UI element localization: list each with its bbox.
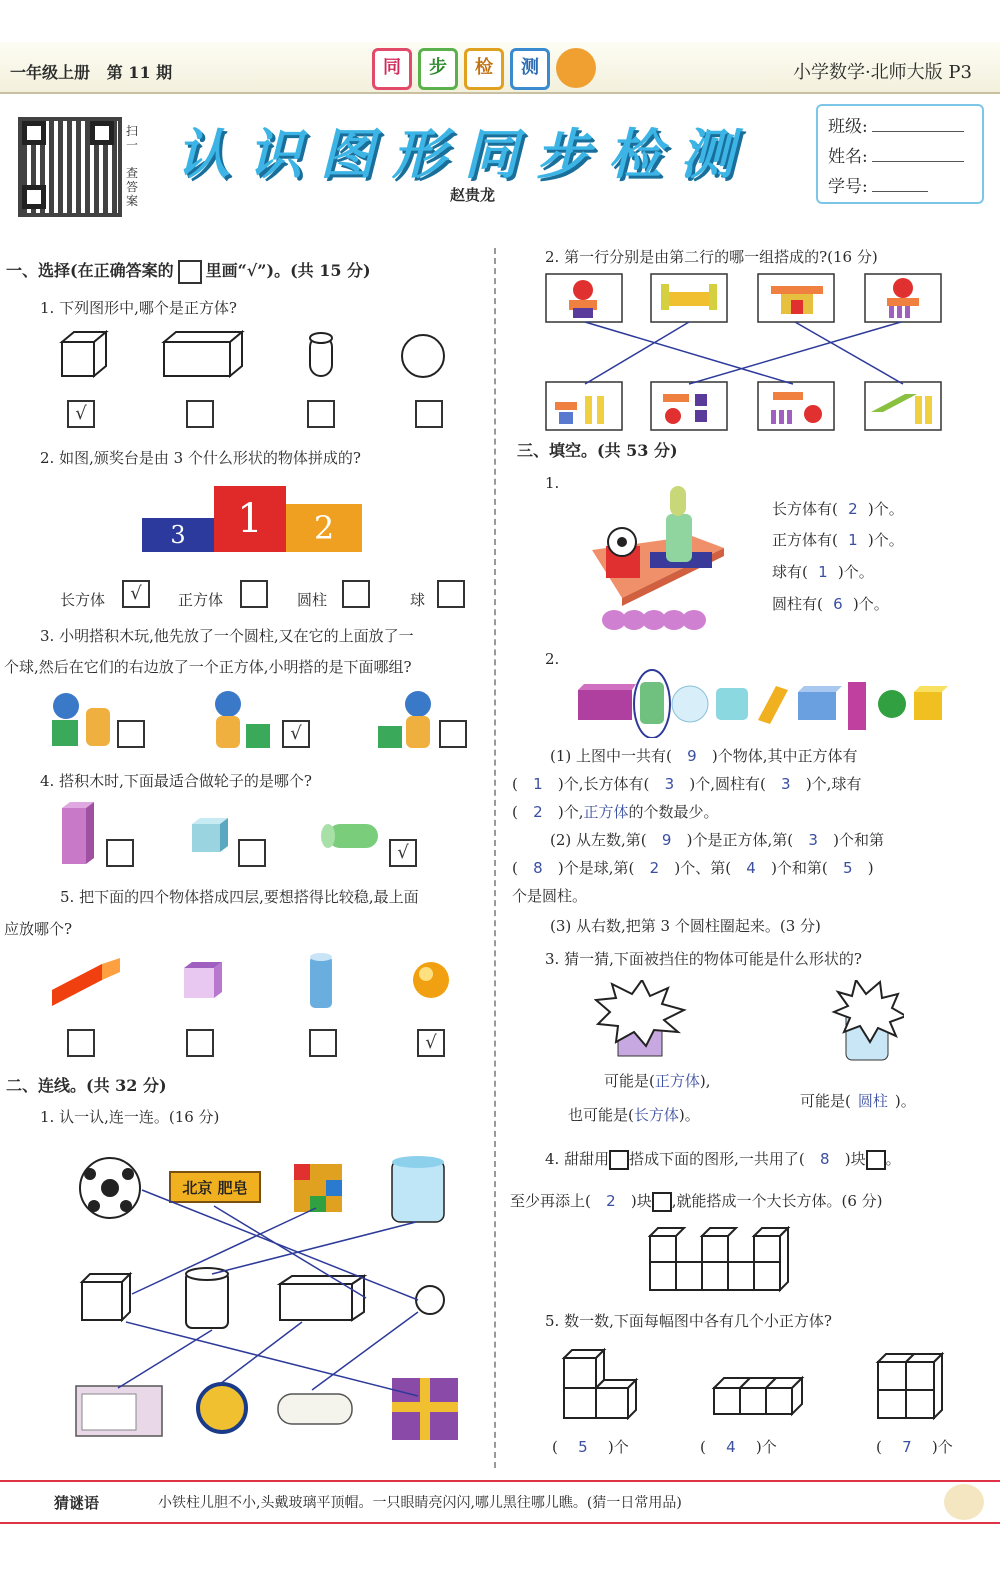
answer-value[interactable]: 1 — [818, 563, 828, 581]
answer-value[interactable]: 7 — [902, 1438, 912, 1456]
answer-box[interactable] — [106, 839, 134, 867]
answer-box[interactable] — [309, 1029, 337, 1057]
s3-q4-figure — [648, 1226, 794, 1294]
answer-box[interactable] — [67, 1029, 95, 1057]
answer-value[interactable]: 2 — [848, 500, 858, 518]
qr-finder — [22, 121, 46, 145]
answer-value[interactable]: 2 — [533, 803, 543, 821]
answer-box[interactable]: √ — [122, 580, 150, 608]
fill-line: 圆柱有( 6 )个。 — [772, 595, 889, 613]
riddle-label: 猜谜语 — [54, 1494, 100, 1512]
subject-label: 小学数学·北师大版 — [792, 62, 943, 83]
answer-box[interactable]: √ — [67, 400, 95, 428]
s3-q5-figures — [560, 1344, 956, 1420]
answer-value[interactable]: 3 — [664, 775, 675, 793]
s3-q2-objects — [576, 668, 952, 738]
answer-box[interactable]: √ — [389, 839, 417, 867]
s1-q1-shapes — [50, 330, 470, 382]
cube-icon — [652, 1192, 672, 1212]
subject-page — [793, 58, 972, 84]
opt-label: 正方体 — [178, 591, 224, 609]
s3-q2-num: 2. — [545, 650, 560, 668]
answer-box[interactable] — [307, 400, 335, 428]
grade-label: 一年级上册 — [10, 63, 91, 82]
badge-4: 测 — [510, 48, 550, 90]
id-field[interactable]: 学号: — [828, 172, 972, 202]
fill-line: ( 2 )个,正方体的个数最少。 — [512, 803, 719, 821]
answer-value[interactable]: 3 — [808, 831, 818, 849]
page-title: 认识图形同步检测 — [176, 123, 752, 186]
fill-line: ( 5 )个 — [552, 1438, 629, 1456]
answer-value[interactable]: 1 — [533, 775, 543, 793]
answer-value[interactable]: 8 — [533, 859, 543, 877]
fill-line: 正方体有( 1 )个。 — [772, 531, 904, 549]
section2-heading: 二、连线。(共 32 分) — [6, 1076, 167, 1095]
answer-box[interactable] — [240, 580, 268, 608]
answer-value[interactable]: 9 — [661, 831, 672, 849]
opt-label: 长方体 — [60, 591, 106, 609]
issue-label: 第 11 期 — [106, 63, 173, 82]
answer-value[interactable]: 2 — [649, 859, 660, 877]
s3-q3-figures — [594, 980, 904, 1062]
s1-q5-line2: 应放哪个? — [4, 920, 73, 938]
podium-2: 2 — [286, 504, 362, 552]
fill-line: 可能是(正方体), — [604, 1072, 711, 1090]
mascot-icon — [944, 1484, 984, 1520]
answer-box[interactable] — [439, 720, 467, 748]
grade-issue — [10, 60, 172, 83]
combination-matching — [545, 272, 947, 432]
fill-line: (3) 从右数,把第 3 个圆柱圈起来。(3 分) — [550, 917, 821, 935]
answer-value[interactable]: 2 — [606, 1192, 616, 1210]
cube-icon — [609, 1150, 629, 1170]
answer-value[interactable]: 6 — [833, 595, 843, 613]
fill-line: 可能是( 圆柱 )。 — [800, 1092, 916, 1110]
student-info-box — [816, 104, 984, 204]
s1-q4: 4. 搭积木时,下面最适合做轮子的是哪个? — [40, 772, 312, 790]
answer-box[interactable] — [415, 400, 443, 428]
opt-label: 球 — [410, 591, 426, 609]
name-field[interactable]: 姓名: — [828, 142, 972, 172]
badge-3: 检 — [464, 48, 504, 90]
answer-box[interactable]: √ — [282, 720, 310, 748]
answer-box[interactable] — [117, 720, 145, 748]
column-divider — [494, 248, 496, 1468]
section3-heading: 三、填空。(共 53 分) — [517, 441, 678, 460]
soap-label: 北京 肥皂 — [182, 1179, 248, 1197]
s2-q1: 1. 认一认,连一连。(16 分) — [40, 1108, 220, 1126]
answer-value[interactable]: 3 — [781, 775, 791, 793]
opt-label: 圆柱 — [297, 591, 328, 609]
answer-box[interactable] — [238, 839, 266, 867]
fill-line: ( 4 )个 — [700, 1438, 777, 1456]
fill-line: (2) 从左数,第( 9 )个是正方体,第( 3 )个和第 — [550, 831, 884, 849]
answer-value[interactable]: 8 — [819, 1150, 830, 1168]
riddle-text: 小铁柱儿胆不小,头戴玻璃平顶帽。一只眼睛亮闪闪,哪儿黑往哪儿瞧。(猜一日常用品) — [158, 1495, 682, 1511]
answer-value[interactable]: 5 — [578, 1438, 588, 1456]
podium-1: 1 — [214, 486, 286, 552]
podium-3: 3 — [142, 518, 214, 552]
author: 赵贵龙 — [450, 186, 496, 204]
answer-value[interactable]: 正方体 — [654, 1072, 700, 1090]
fill-line: 长方体有( 2 )个。 — [772, 500, 904, 518]
s1-q3-line2: 个球,然后在它们的右边放了一个正方体,小明搭的是下面哪组? — [4, 658, 412, 676]
section1-heading: 一、选择(在正确答案的 里画“√”)。(共 15 分) — [6, 258, 371, 284]
fill-line: ( 1 )个,长方体有( 3 )个,圆柱有( 3 )个,球有 — [512, 775, 862, 793]
badge-1: 同 — [372, 48, 412, 90]
fill-line: 个是圆柱。 — [512, 887, 588, 905]
answer-box[interactable] — [342, 580, 370, 608]
fill-line: 4. 甜甜用 搭成下面的图形,一共用了( 8 )块 。 — [545, 1150, 901, 1168]
s1-q3-line1: 3. 小明搭积木玩,他先放了一个圆柱,又在它的上面放了一 — [40, 627, 414, 645]
answer-value[interactable]: 1 — [848, 531, 858, 549]
s3-q3: 3. 猜一猜,下面被挡住的物体可能是什么形状的? — [545, 950, 862, 968]
matching-diagram — [72, 1150, 472, 1450]
answer-box[interactable] — [186, 1029, 214, 1057]
qr-finder — [22, 185, 46, 209]
s3-q1-figure — [582, 482, 732, 632]
answer-box[interactable] — [437, 580, 465, 608]
s1-q5-figures — [48, 950, 468, 1012]
answer-box[interactable]: √ — [417, 1029, 445, 1057]
fill-line: 至少再添上( 2 )块 ,就能搭成一个大长方体。(6 分) — [510, 1192, 883, 1210]
answer-value[interactable]: 5 — [843, 859, 853, 877]
fill-line: ( 8 )个是球,第( 2 )个、第( 4 )个和第( 5 ) — [512, 859, 874, 877]
answer-value[interactable]: 长方体 — [633, 1106, 679, 1124]
fill-line: 球有( 1 )个。 — [772, 563, 874, 581]
qr-finder — [90, 121, 114, 145]
s1-q3-figures — [48, 690, 468, 752]
answer-box[interactable] — [186, 400, 214, 428]
s3-q5: 5. 数一数,下面每幅图中各有几个小正方体? — [545, 1312, 832, 1330]
s1-q2: 2. 如图,颁奖台是由 3 个什么形状的物体拼成的? — [40, 449, 361, 467]
badge-2: 步 — [418, 48, 458, 90]
tiger-mascot-icon — [556, 48, 596, 88]
s2-q2: 2. 第一行分别是由第二行的哪一组搭成的?(16 分) — [545, 248, 878, 266]
fill-line: 也可能是(长方体)。 — [568, 1106, 700, 1124]
fill-line: ( 7 )个 — [876, 1438, 953, 1456]
page-number: P3 — [948, 62, 972, 83]
answer-value[interactable]: 正方体 — [583, 803, 629, 821]
fill-line: (1) 上图中一共有( 9 )个物体,其中正方体有 — [550, 747, 858, 765]
answer-value[interactable]: 9 — [687, 747, 697, 765]
qr-caption: 扫 一 查 答 案 — [126, 124, 139, 208]
answer-value[interactable]: 4 — [746, 859, 756, 877]
answer-value[interactable]: 4 — [726, 1438, 736, 1456]
class-field[interactable]: 班级: — [828, 112, 972, 142]
s3-q1-num: 1. — [545, 474, 560, 492]
answer-value[interactable]: 圆柱 — [857, 1092, 888, 1110]
s1-q5-line1: 5. 把下面的四个物体搭成四层,要想搭得比较稳,最上面 — [60, 888, 419, 906]
s1-q1: 1. 下列图形中,哪个是正方体? — [40, 299, 237, 317]
cube-icon — [866, 1150, 886, 1170]
